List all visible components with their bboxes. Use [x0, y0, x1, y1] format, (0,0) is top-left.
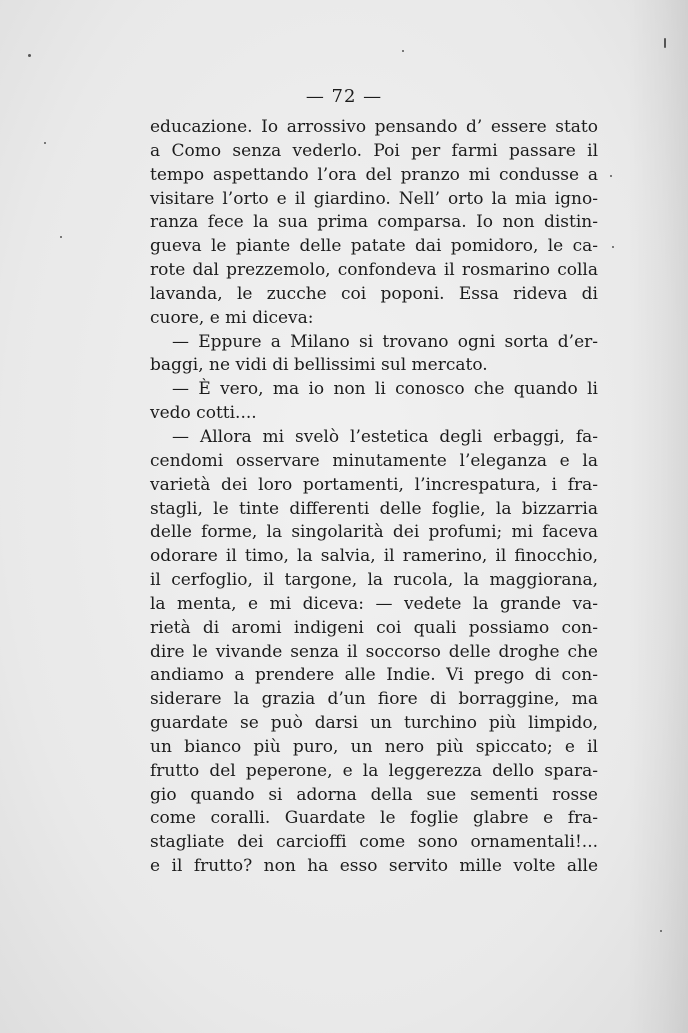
text-line: odorare il timo, la salvia, il ramerino, il finocchio, [150, 546, 598, 567]
text-line: andiamo a prendere alle Indie. Vi prego di con- [150, 665, 598, 686]
text-line: vedo cotti.... [150, 403, 257, 424]
text-line: — È vero, ma io non li conosco che quando li [172, 379, 598, 400]
text-line: varietà dei loro portamenti, l’increspatura, i fra- [150, 474, 598, 495]
text-line: un bianco più puro, un nero più spiccato; e il [150, 736, 598, 757]
text-line: gueva le piante delle patate dai pomidoro, le ca- [150, 236, 598, 257]
paper-speck [402, 50, 404, 52]
paper-speck [612, 246, 614, 248]
text-line: lavanda, le zucche coi poponi. Essa rideva di [150, 283, 598, 304]
paper-speck [610, 175, 612, 177]
text-line: rote dal prezzemolo, confondeva il rosmarino colla [150, 260, 598, 281]
page-number: — 72 — [305, 86, 383, 107]
text-line: cuore, e mi diceva: [150, 307, 314, 328]
paper-speck [28, 54, 31, 57]
body-text [150, 116, 598, 879]
text-line: rietà di aromi indigeni coi quali possiamo con- [150, 617, 598, 638]
text-line: stagli, le tinte differenti delle foglie, la bizzarria [150, 498, 598, 519]
page-edge-shadow [628, 0, 688, 1033]
text-line: e il frutto? non ha esso servito mille volte alle [150, 856, 598, 877]
text-line: — Allora mi svelò l’estetica degli erbaggi, fa- [172, 426, 598, 447]
text-line: gio quando si adorna della sue sementi rosse [150, 784, 598, 805]
text-line: la menta, e mi diceva: — vedete la grande va- [150, 593, 598, 614]
text-line: dire le vivande senza il soccorso delle droghe che [150, 641, 598, 662]
text-line: come coralli. Guardate le foglie glabre e fra- [150, 808, 598, 829]
text-line: delle forme, la singolarità dei profumi; mi faceva [150, 522, 598, 543]
text-line: visitare l’orto e il giardino. Nell’ orto la mia igno- [150, 188, 598, 209]
text-line: a Como senza vederlo. Poi per farmi passare il [150, 140, 598, 161]
text-line: cendomi osservare minutamente l’eleganza e la [150, 450, 598, 471]
text-line: tempo aspettando l’ora del pranzo mi condusse a [150, 164, 598, 185]
paper-speck [664, 38, 666, 48]
paper-speck [44, 142, 46, 144]
text-line: baggi, ne vidi di bellissimi sul mercato. [150, 355, 488, 376]
text-line: ranza fece la sua prima comparsa. Io non distin- [150, 212, 598, 233]
text-line: stagliate dei carcioffi come sono ornamentali!... [150, 832, 598, 853]
text-line: guardate se può darsi un turchino più limpido, [150, 713, 598, 734]
text-line: siderare la grazia d’un fiore di borraggine, ma [150, 689, 598, 710]
text-line: educazione. Io arrossivo pensando d’ essere stato [150, 117, 598, 137]
paper-speck [60, 236, 62, 238]
text-line: frutto del peperone, e la leggerezza dello spara- [150, 760, 598, 781]
text-line: il cerfoglio, il targone, la rucola, la maggiorana, [150, 570, 598, 591]
text-line: — Eppure a Milano si trovano ogni sorta d’er- [172, 331, 598, 352]
paper-speck [660, 930, 662, 932]
